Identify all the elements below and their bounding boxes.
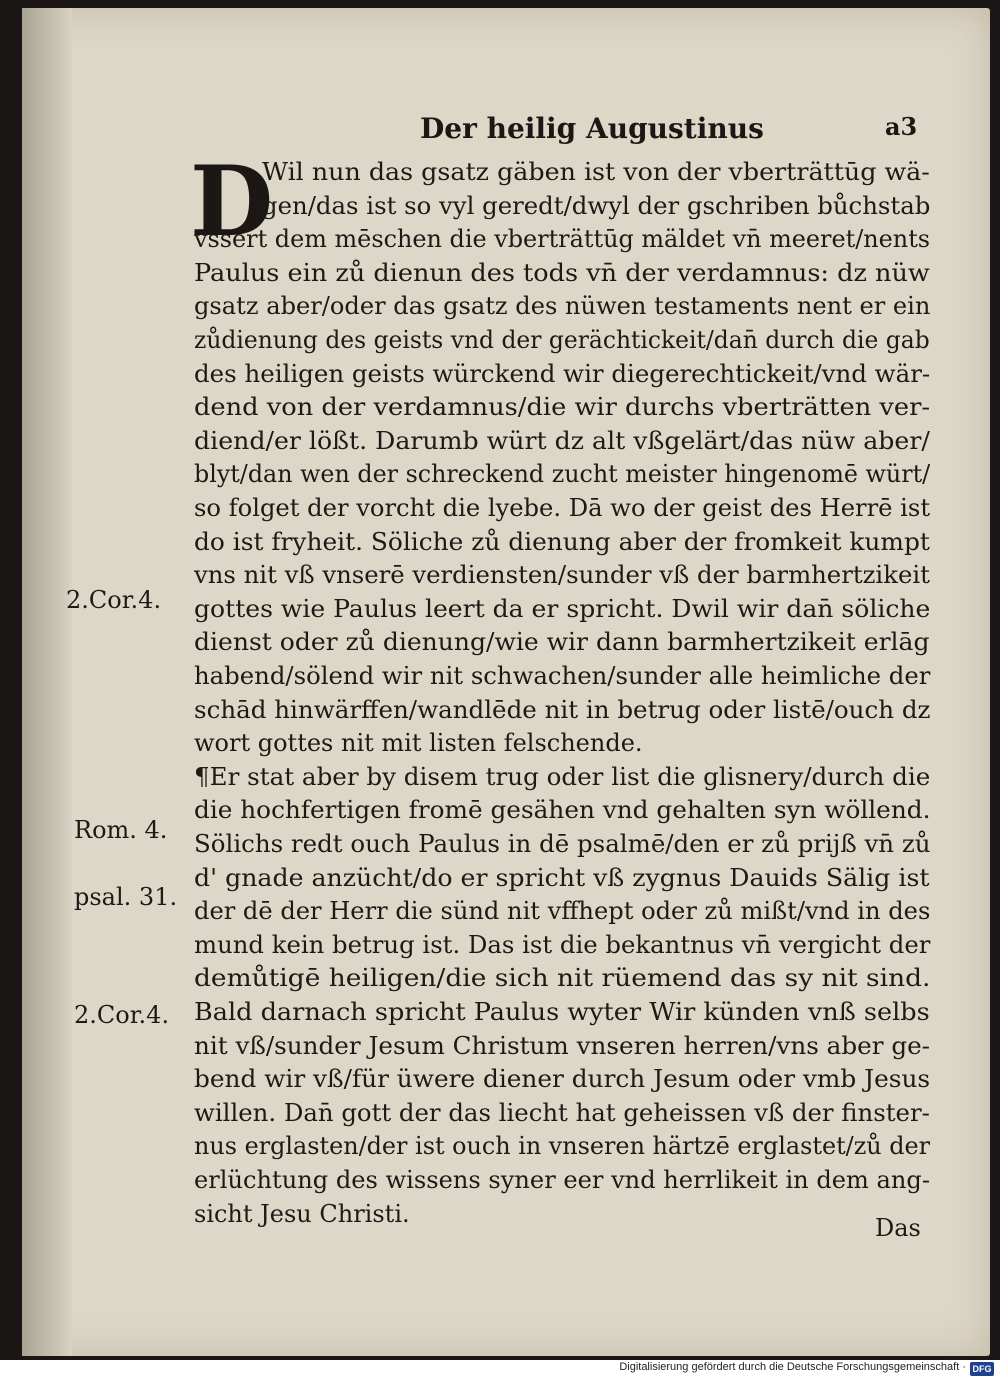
margin-note: psal. 31.: [74, 883, 178, 911]
text-line: d' gnade anzücht/do er spricht vß zygnus Dauids Sälig ist: [194, 864, 930, 892]
text-line: schād hinwärffen/wandlēde nit in betrug oder listē/ouch dz: [194, 696, 931, 724]
text-line: Wil nun das gsatz gäben ist von der vberträttūg wä-: [262, 158, 930, 186]
text-line: nit vß/sunder Jesum Christum vnseren herren/vns aber ge-: [194, 1032, 930, 1060]
text-line: vns nit vß vnserē verdiensten/sunder vß der barmhertzikeit: [194, 561, 930, 589]
text-line: erlüchtung des wissens syner eer vnd herrlikeit in dem ang-: [194, 1166, 930, 1194]
text-line: demůtigē heiligen/die sich nit rüemend das sy nit sind.: [194, 964, 931, 992]
text-line: des heiligen geists würckend wir diegerechtickeit/vnd wär-: [194, 360, 931, 388]
text-line: wort gottes nit mit listen felschende.: [194, 729, 643, 757]
margin-note: 2.Cor.4.: [74, 1001, 170, 1029]
text-line: die hochfertigen fromē gesähen vnd gehalten syn wöllend.: [194, 796, 931, 824]
text-line: dienst oder zů dienung/wie wir dann barmhertzikeit erlāg: [194, 628, 930, 656]
text-line: sicht Jesu Christi.: [194, 1200, 410, 1228]
text-line: Paulus ein zů dienun des tods vn̄ der verdamnus: dz nüw: [194, 259, 930, 287]
margin-note: 2.Cor.4.: [66, 586, 162, 614]
footer-credit: Digitalisierung gefördert durch die Deutsche Forschungsgemeinschaft ·: [619, 1361, 966, 1373]
text-line: so folget der vorcht die lyebe. Dā wo der geist des Herrē ist: [194, 494, 931, 522]
text-line: vssert dem mēschen die vberträttūg mäldet vn̄ meeret/nents: [194, 225, 931, 253]
text-line: gsatz aber/oder das gsatz des nüwen testaments nent er ein: [194, 292, 931, 320]
text-line: willen. Dan̄ gott der das liecht hat geheissen vß der finster-: [194, 1099, 930, 1127]
text-line: mund kein betrug ist. Das ist die bekantnus vn̄ vergicht der: [194, 931, 931, 959]
text-line: gottes wie Paulus leert da er spricht. Dwil wir dan̄ söliche: [194, 595, 931, 623]
text-line: zůdienung des geists vnd der gerächtickeit/dan̄ durch die gab: [194, 326, 930, 354]
text-line: habend/sölend wir nit schwachen/sunder alle heimliche der: [194, 662, 931, 690]
text-line: der dē der Herr die sünd nit vffhept oder zů mißt/vnd in des: [194, 897, 931, 925]
folio-number: a3: [885, 112, 918, 141]
text-line: ¶Er stat aber by disem trug oder list die glisnery/durch die: [194, 763, 931, 791]
text-line: do ist fryheit. Söliche zů dienung aber der fromkeit kumpt: [194, 528, 930, 556]
page-gutter: [22, 8, 72, 1356]
text-line: blyt/dan wen der schreckend zucht meister hingenomē würt/: [194, 460, 931, 488]
text-line: bend wir vß/für üwere diener durch Jesum oder vmb Jesus: [194, 1065, 931, 1093]
text-line: nus erglasten/der ist ouch in vnseren härtzē erglastet/zů der: [194, 1132, 931, 1160]
margin-note: Rom. 4.: [74, 816, 168, 844]
text-line: gen/das ist so vyl geredt/dwyl der gschriben bůchstab: [262, 192, 931, 220]
dfg-logo: DFG: [970, 1362, 994, 1376]
drop-capital: D: [190, 145, 274, 258]
text-line: dend von der verdamnus/die wir durchs vberträtten ver-: [194, 393, 931, 421]
running-title: Der heilig Augustinus: [420, 112, 764, 145]
text-line: Bald darnach spricht Paulus wyter Wir künden vnß selbs: [194, 998, 930, 1026]
text-line: diend/er lößt. Darumb würt dz alt vßgelärt/das nüw aber/: [194, 427, 930, 455]
catchword: Das: [875, 1214, 921, 1242]
text-line: Sölichs redt ouch Paulus in dē psalmē/den er zů prijß vn̄ zů: [194, 830, 931, 858]
